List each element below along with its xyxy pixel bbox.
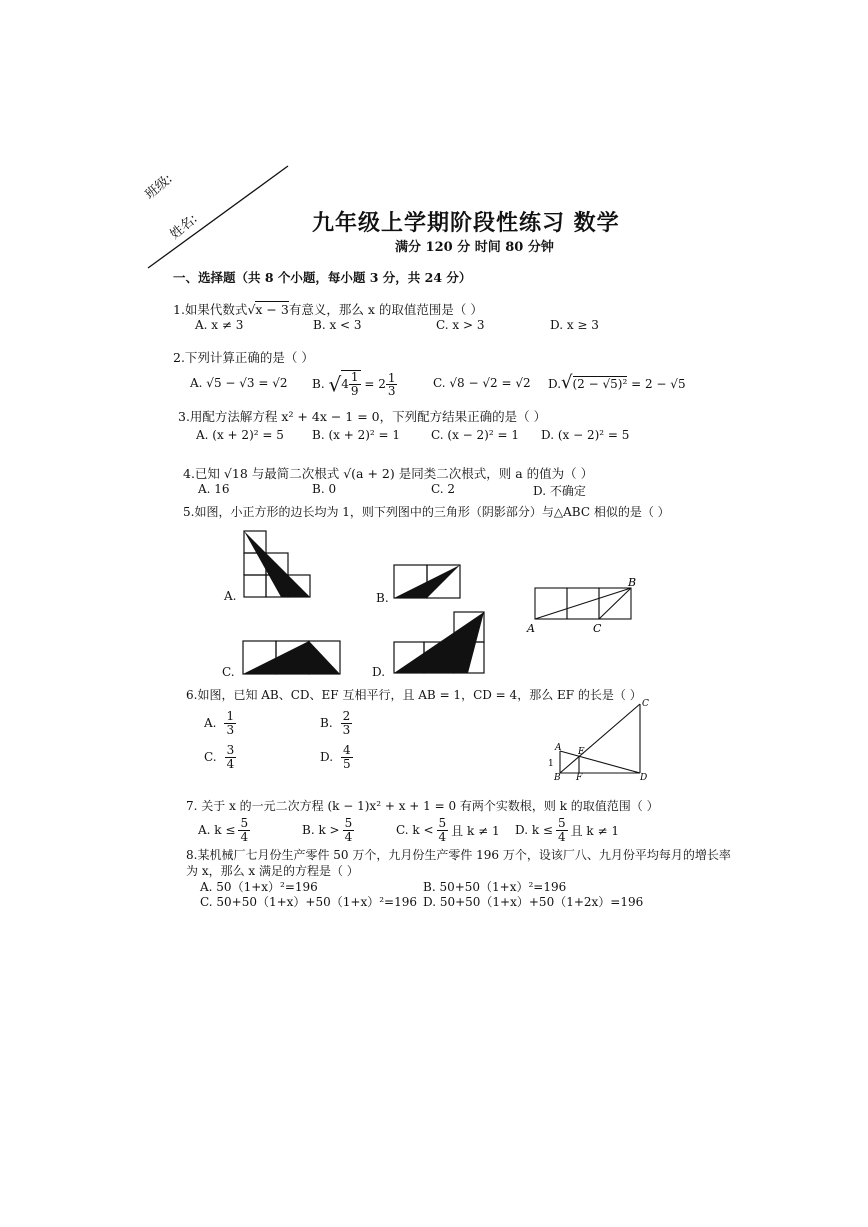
q6-label-c: C: [642, 699, 649, 709]
q1-stem-post: 有意义，那么 x 的取值范围是（ ）: [288, 302, 483, 317]
q1-option-d: D. x ≥ 3: [550, 318, 599, 332]
question-1-stem: [173, 300, 483, 318]
section-heading: 一、选择题（共 8 个小题，每小题 3 分，共 24 分）: [173, 270, 472, 285]
q3-option-d: D. (x − 2)² = 5: [541, 428, 630, 442]
q3-option-b: B. (x + 2)² = 1: [312, 428, 401, 442]
sqrt-icon: √: [247, 302, 256, 317]
q2-option-d: D.√(2 − √5)² = 2 − √5: [548, 372, 686, 393]
q6-label-b: B: [554, 773, 561, 782]
q7-option-d: D. k ≤ $\frac{5}{4}$ 且 k ≠ 1: [515, 816, 620, 844]
sqrt-icon: √: [561, 372, 573, 393]
question-5-stem: 5.如图，小正方形的边长均为 1，则下列图中的三角形（阴影部分）与△ABC 相似的是（ ）: [183, 505, 670, 519]
q6-option-d: D. $\frac{4}{5}$: [320, 743, 351, 771]
sqrt-icon: √: [328, 372, 342, 397]
q5-reference-figure: [522, 575, 642, 637]
q8-option-a: A. 50（1+x）²=196: [200, 880, 318, 894]
page-subtitle: 满分 120 分 时间 80 分钟: [395, 240, 554, 255]
q5-figure-d: [393, 611, 487, 675]
q3-option-c: C. (x − 2)² = 1: [431, 428, 519, 442]
q5-label-a: A.: [224, 589, 237, 603]
q4-option-d: D. 不确定: [533, 484, 586, 498]
q2-option-b: B. √4 $\frac{1}{9}$ = 2 $\frac{1}{3}$: [312, 370, 396, 399]
question-2-stem: 2.下列计算正确的是（ ）: [173, 350, 314, 365]
q6-option-c: C. $\frac{3}{4}$: [204, 743, 235, 771]
q5-label-b: B.: [376, 591, 389, 605]
q2-option-a: A. √5 − √3 = √2: [190, 376, 288, 390]
q7-option-b: B. k > $\frac{5}{4}$: [302, 816, 353, 844]
q2-option-c: C. √8 − √2 = √2: [433, 376, 531, 390]
q1-option-c: C. x > 3: [436, 318, 485, 332]
q6-option-b: B. $\frac{2}{3}$: [320, 709, 351, 737]
q1-option-a: A. x ≠ 3: [195, 318, 244, 332]
q2-b-tail: = 2: [364, 377, 386, 392]
q5-point-c: C: [593, 622, 602, 635]
q8-option-d: D. 50+50（1+x）+50（1+2x）=196: [423, 895, 644, 909]
page-title: 九年级上学期阶段性练习 数学: [312, 210, 620, 236]
q6-figure: [545, 696, 655, 782]
q5-label-d: D.: [372, 665, 386, 679]
q3-option-a: A. (x + 2)² = 5: [196, 428, 284, 442]
q1-stem-pre: 1.如果代数式: [173, 302, 248, 317]
q6-label-e: E: [578, 747, 585, 757]
q8-option-c: C. 50+50（1+x）+50（1+x）²=196: [200, 895, 417, 909]
q8-option-b: B. 50+50（1+x）²=196: [423, 880, 567, 894]
q5-label-c: C.: [222, 665, 235, 679]
q6-label-a: A: [555, 743, 562, 753]
name-label: 姓名:: [167, 211, 201, 243]
question-7-stem: 7. 关于 x 的一元二次方程 (k − 1)x² + x + 1 = 0 有两个实数根，则 k 的取值范围（ ）: [186, 799, 659, 813]
q2-d-tail: = 2 − √5: [631, 377, 686, 391]
q7-option-a: A. k ≤ $\frac{5}{4}$: [198, 816, 249, 844]
q4-option-b: B. 0: [312, 482, 337, 496]
q6-label-f: F: [576, 773, 583, 782]
question-4-stem: 4.已知 √18 与最简二次根式 √(a + 2) 是同类二次根式，则 a 的值为（ ）: [183, 466, 594, 481]
q4-option-a: A. 16: [198, 482, 230, 496]
question-3-stem: 3.用配方法解方程 x² + 4x − 1 = 0，下列配方结果正确的是（ ）: [178, 409, 547, 424]
q6-label-1: 1: [548, 759, 554, 769]
q6-option-a: A. $\frac{1}{3}$: [204, 709, 235, 737]
q7-option-c: C. k < $\frac{5}{4}$ 且 k ≠ 1: [396, 816, 500, 844]
q5-figure-b: [393, 564, 463, 600]
class-label: 班级:: [142, 171, 176, 203]
q4-option-c: C. 2: [431, 482, 456, 496]
q2-d-prefix: D.: [548, 377, 562, 391]
q5-point-b: B: [628, 576, 637, 589]
q2-b-prefix: B.: [312, 377, 325, 392]
q1-option-b: B. x < 3: [313, 318, 362, 332]
q5-point-a: A: [527, 622, 535, 635]
question-6-stem: 6.如图，已知 AB、CD、EF 互相平行，且 AB = 1，CD = 4，那么 EF 的长是（ ）: [186, 688, 642, 702]
q5-figure-c: [242, 640, 342, 676]
q1-radicand: x − 3: [255, 302, 289, 317]
q6-label-d: D: [640, 773, 648, 782]
question-8-stem-line-2: 为 x，那么 x 满足的方程是（ ）: [186, 864, 359, 878]
question-8-stem-line-1: 8.某机械厂七月份生产零件 50 万个，九月份生产零件 196 万个，设该厂八、九月份平均每月的增长率: [186, 848, 731, 862]
q5-figure-a: [243, 530, 315, 600]
